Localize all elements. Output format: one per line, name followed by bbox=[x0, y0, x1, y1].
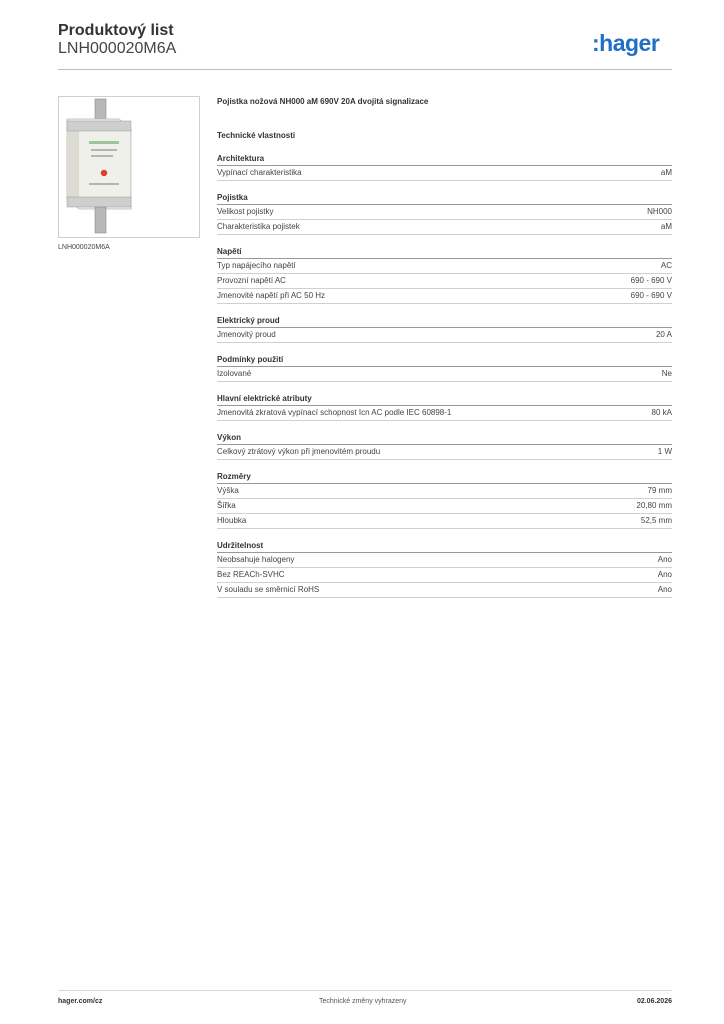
spec-value: Ano bbox=[657, 570, 672, 579]
spec-group-title: Hlavní elektrické atributy bbox=[217, 393, 672, 406]
spec-value: aM bbox=[660, 168, 672, 177]
spec-row bbox=[217, 568, 672, 583]
spec-label: Provozní napětí AC bbox=[217, 276, 286, 285]
spec-value: Ano bbox=[657, 585, 672, 594]
spec-label: Hloubka bbox=[217, 516, 247, 525]
spec-row bbox=[217, 406, 672, 421]
spec-group bbox=[217, 540, 672, 598]
spec-value: 79 mm bbox=[647, 486, 672, 495]
spec-label: Velikost pojistky bbox=[217, 207, 274, 216]
fuse-illustration bbox=[59, 97, 199, 237]
spec-row bbox=[217, 499, 672, 514]
spec-row bbox=[217, 445, 672, 460]
spec-row bbox=[217, 220, 672, 235]
product-image bbox=[58, 96, 200, 238]
footer-date: 02.06.2026 bbox=[636, 998, 672, 1005]
spec-row bbox=[217, 328, 672, 343]
spec-label: Jmenovitá zkratová vypínací schopnost Icn AC podle IEC 60898-1 bbox=[217, 408, 452, 417]
spec-row bbox=[217, 166, 672, 181]
footer-divider bbox=[58, 990, 672, 991]
spec-group-title: Výkon bbox=[217, 432, 672, 445]
spec-label: Izolované bbox=[217, 369, 252, 378]
spec-group bbox=[217, 393, 672, 421]
image-caption: LNH000020M6A bbox=[58, 244, 110, 251]
footer-notice: Technické změny vyhrazeny bbox=[319, 998, 407, 1005]
spec-row bbox=[217, 259, 672, 274]
spec-value: aM bbox=[660, 222, 672, 231]
spec-value: 690 - 690 V bbox=[630, 291, 672, 300]
spec-label: Výška bbox=[217, 486, 239, 495]
spec-row bbox=[217, 274, 672, 289]
spec-group-title: Elektrický proud bbox=[217, 315, 672, 328]
spec-group bbox=[217, 315, 672, 343]
spec-row bbox=[217, 205, 672, 220]
spec-label: Bez REACh-SVHC bbox=[217, 570, 285, 579]
spec-group-title: Napětí bbox=[217, 246, 672, 259]
spec-groups bbox=[217, 153, 672, 598]
spec-label: Celkový ztrátový výkon při jmenovitém proudu bbox=[217, 447, 381, 456]
spec-label: Jmenovitý proud bbox=[217, 330, 276, 339]
spec-group bbox=[217, 246, 672, 304]
spec-label: Typ napájecího napětí bbox=[217, 261, 296, 270]
spec-value: 52,5 mm bbox=[640, 516, 672, 525]
spec-value: Ano bbox=[657, 555, 672, 564]
spec-row bbox=[217, 514, 672, 529]
spec-row bbox=[217, 553, 672, 568]
spec-row bbox=[217, 289, 672, 304]
page-title: Produktový list bbox=[58, 22, 174, 39]
spec-row bbox=[217, 484, 672, 499]
spec-label: Šířka bbox=[217, 501, 236, 510]
spec-group bbox=[217, 432, 672, 460]
spec-group-title: Pojistka bbox=[217, 192, 672, 205]
product-code: LNH000020M6A bbox=[58, 40, 177, 57]
hager-logo: :hager bbox=[592, 30, 660, 56]
section-title: Technické vlastnosti bbox=[217, 131, 296, 140]
spec-group-title: Udržitelnost bbox=[217, 540, 672, 553]
spec-value: 20,80 mm bbox=[636, 501, 672, 510]
spec-group bbox=[217, 192, 672, 235]
spec-group bbox=[217, 471, 672, 529]
spec-label: Charakteristika pojistek bbox=[217, 222, 300, 231]
spec-group bbox=[217, 354, 672, 382]
header-divider bbox=[58, 69, 672, 70]
spec-value: 80 kA bbox=[651, 408, 672, 417]
spec-content bbox=[217, 96, 672, 598]
spec-label: Neobsahuje halogeny bbox=[217, 555, 295, 564]
spec-value: 20 A bbox=[655, 330, 672, 339]
spec-value: 690 - 690 V bbox=[630, 276, 672, 285]
spec-row bbox=[217, 367, 672, 382]
spec-group-title: Podmínky použití bbox=[217, 354, 672, 367]
spec-row bbox=[217, 583, 672, 598]
spec-value: 1 W bbox=[657, 447, 672, 456]
spec-label: V souladu se směrnicí RoHS bbox=[217, 585, 320, 594]
spec-value: NH000 bbox=[647, 207, 672, 216]
spec-value: Ne bbox=[661, 369, 672, 378]
spec-group-title: Architektura bbox=[217, 153, 672, 166]
footer-website[interactable]: hager.com/cz bbox=[58, 998, 103, 1005]
spec-label: Jmenovité napětí při AC 50 Hz bbox=[217, 291, 326, 300]
product-name: Pojistka nožová NH000 aM 690V 20A dvojitá signalizace bbox=[217, 97, 429, 106]
spec-group bbox=[217, 153, 672, 181]
spec-group-title: Rozměry bbox=[217, 471, 672, 484]
spec-label: Vypínací charakteristika bbox=[217, 168, 302, 177]
spec-value: AC bbox=[660, 261, 672, 270]
